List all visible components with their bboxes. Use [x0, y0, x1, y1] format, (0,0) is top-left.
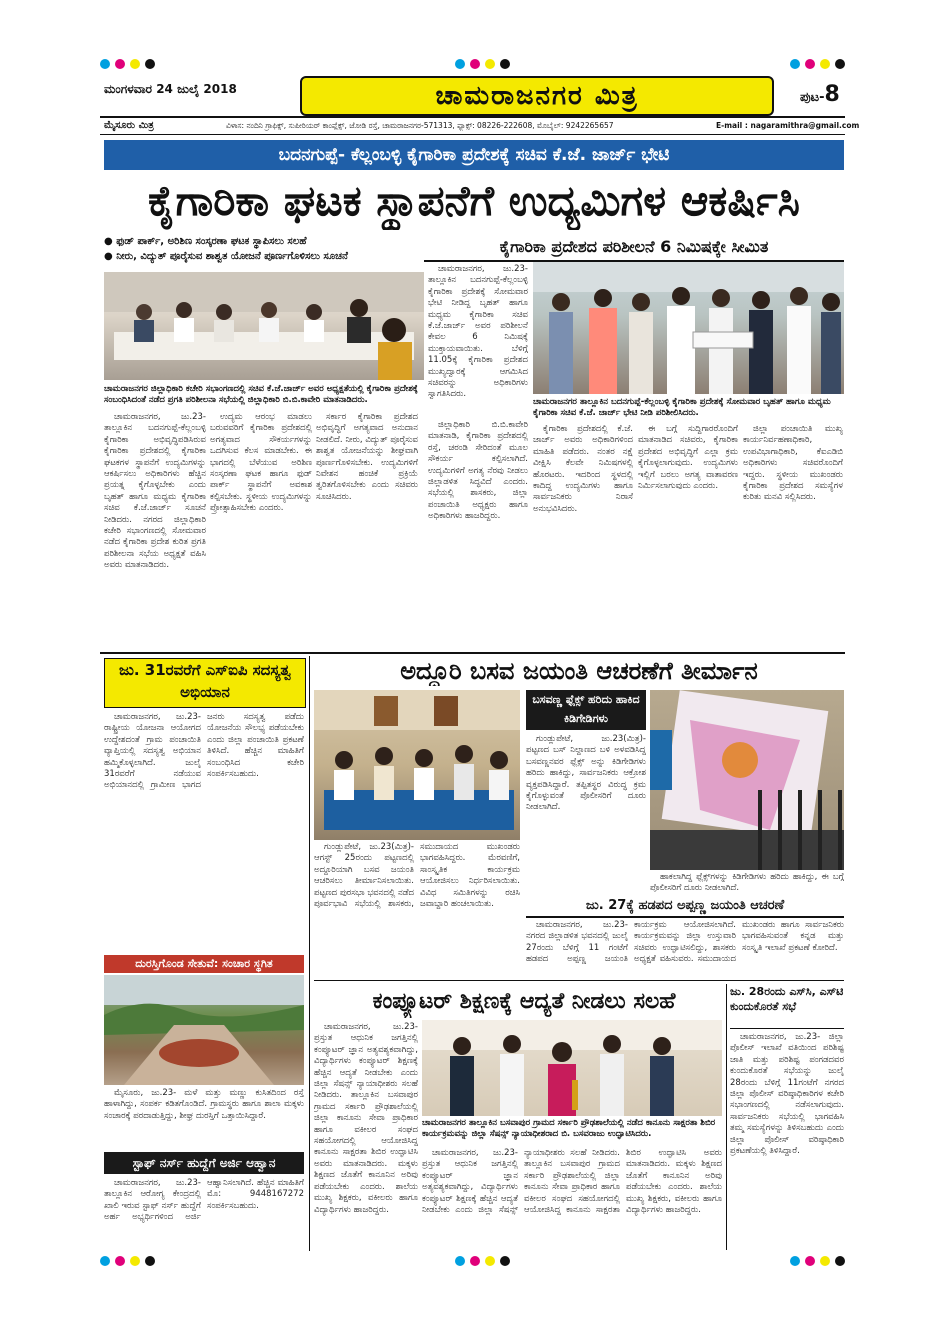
registration-marks-top-left [100, 59, 160, 69]
registration-marks-bottom-center [455, 1256, 515, 1266]
flex-headline: ಬಸವಣ್ಣ ಫ್ಲೆಕ್ಸ್ ಹರಿದು ಹಾಕಿದ ಕಿಡಿಗೇಡಿಗಳು [526, 690, 646, 730]
masthead: ಚಾಮರಾಜನಗರ ಮಿತ್ರ [300, 76, 774, 116]
site-photo-caption: ಚಾಮರಾಜನಗರ ತಾಲ್ಲೂಕಿನ ಬದನಗುಪ್ಪೆ-ಕೆಲ್ಲಂಬಳ್ಳಿ ಕೈಗಾರಿಕಾ ಪ್ರದೇಶಕ್ಕೆ ಸೋಮವಾರ ಬೃಹತ್ ಹಾಗೂ ಮಧ್ಯಮ ಕೈಗಾರಿಕಾ ಸಚಿವ ಕೆ.ಜೆ. ಜಾರ್ಜ್ ಭೇಟಿ ನೀಡಿ ಪರಿಶೀಲಿಸಿದರು. [533, 397, 831, 418]
torn-flex-scene [650, 690, 844, 870]
lead-column: ಚಾಮರಾಜನಗರ, ಜು.23-ತಾಲ್ಲೂಕಿನ ಬದನಗುಪ್ಪೆ-ಕೆಲ್ಲಂಬಳ್ಳಿ ಕೈಗಾರಿಕಾ ಅಭಿವೃದ್ಧಿಪಡಿಸಿರುವ ಕೈಗಾರಿಕಾ ಪ್ರದೇಶದಲ್ಲಿ ಕೈಗಾರಿಕಾ ಘಟಕಗಳ ಸ್ಥಾಪನೆಗೆ ಉದ್ಯಮಿಗಳನ್ನು ಆಕರ್ಷಿಸಲು ಅಧಿಕಾರಿಗಳು ಹೆಚ್ಚಿನ ಪ್ರಯತ್ನ ಕೈಗೊಳ್ಳಬೇಕು ಎಂದು ಬೃಹತ್ ಹಾಗೂ ಮಧ್ಯಮ ಕೈಗಾರಿಕಾ ಸಚಿವ ಕೆ.ಜೆ.ಜಾರ್ಜ್ ಸೂಚನೆ ನೀಡಿದರು. ನಗರದ ಜಿಲ್ಲಾಧಿಕಾರಿ ಕಚೇರಿ ಸಭಾಂಗಣದಲ್ಲಿ ಸೋಮವಾರ ನಡೆದ ಕೈಗಾರಿಕಾ ಪ್ರದೇಶ ಕುರಿತ ಪ್ರಗತಿ ಪರಿಶೀಲನಾ ಸಭೆಯ ಅಧ್ಯಕ್ಷತೆ ವಹಿಸಿ ಅವರು ಮಾತನಾಡಿದರು. [104, 412, 206, 571]
edition-label: ಮೈಸೂರು ಮಿತ್ರ [104, 120, 154, 131]
sub-headline: ಕೈಗಾರಿಕಾ ಪ್ರದೇಶದ ಪರಿಶೀಲನೆ 6 ನಿಮಿಷಕ್ಕೇ ಸೀಮಿತ [424, 234, 844, 262]
sip-headline: ಜು. 31ರವರೆಗೆ ಎಸ್‌ಐಪಿ ಸದಸ್ಯತ್ವ ಅಭಿಯಾನ [104, 658, 306, 708]
crowd-scene [533, 262, 844, 394]
basava-meeting-scene [314, 690, 520, 840]
sc-body: ಚಾಮರಾಜನಗರ, ಜು.23- ಜಿಲ್ಲಾ ಪೊಲೀಸ್ ಇಲಾಖೆ ವತಿಯಿಂದ ಪರಿಶಿಷ್ಟ ಜಾತಿ ಮತ್ತು ಪರಿಶಿಷ್ಟ ಪಂಗಡದವರ ಕುಂದುಕೊರತೆ ಸಭೆಯನ್ನು ಜುಲೈ 28ರಂದು ಬೆಳಿಗ್ಗೆ 11ಗಂಟೆಗೆ ನಗರದ ಜಿಲ್ಲಾ ಪೊಲೀಸ್ ವರಿಷ್ಠಾಧಿಕಾರಿಗಳ ಕಚೇರಿ ಸಭಾಂಗಣದಲ್ಲಿ ನಡೆಸಲಾಗುವುದು. ಸಾರ್ವಜನಿಕರು ಸಭೆಯಲ್ಲಿ ಭಾಗವಹಿಸಿ ತಮ್ಮ ಸಮಸ್ಯೆಗಳನ್ನು ತಿಳಿಸಬಹುದು ಎಂದು ಜಿಲ್ಲಾ ಪೊಲೀಸ್ ವರಿಷ್ಠಾಧಿಕಾರಿ ಪ್ರಕಟಣೆಯಲ್ಲಿ ತಿಳಿಸಿದ್ದಾರೆ. [730, 1032, 844, 1157]
computer-rule [314, 980, 844, 981]
nurse-body: ಚಾಮರಾಜನಗರ, ಜು.23- ತಾಲ್ಲೂಕಿನ ಆರೋಗ್ಯ ಕೇಂದ್ರದಲ್ಲಿ ಖಾಲಿ ಇರುವ ಸ್ಟಾಫ್ ನರ್ಸ್ ಹುದ್ದೆಗೆ ಅರ್ಹ ಅಭ್ಯರ್ಥಿಗಳಿಂದ ಅರ್ಜಿ ಆಹ್ವಾನಿಸಲಾಗಿದೆ. ಹೆಚ್ಚಿನ ಮಾಹಿತಿಗೆ ಮೊ: 9448167272 ಸಂಪರ್ಕಿಸಬಹುದು. [104, 1178, 304, 1223]
registration-marks-bottom-left [100, 1256, 160, 1266]
registration-marks-bottom-right [790, 1256, 850, 1266]
page-label-box [800, 82, 840, 107]
nurse-headline: ಸ್ಟಾಫ್ ನರ್ಸ್ ಹುದ್ದೆಗೆ ಅರ್ಜಿ ಆಹ್ವಾನ [104, 1152, 304, 1174]
adapada-body: ಚಾಮರಾಜನಗರ, ಜು.23- ನಗರದ ಜಿಲ್ಲಾಡಳಿತ ಭವನದಲ್ಲಿ ಜುಲೈ 27ರಂದು ಬೆಳಿಗ್ಗೆ 11 ಗಂಟೆಗೆ ಹಡಪದ ಅಪ್ಪಣ್ಣ ಜಯಂತಿ ಕಾರ್ಯಕ್ರಮ ಆಯೋಜಿಸಲಾಗಿದೆ. ಕಾರ್ಯಕ್ರಮವನ್ನು ಜಿಲ್ಲಾ ಉಸ್ತುವಾರಿ ಸಚಿವರು ಉದ್ಘಾಟಿಸಲಿದ್ದು, ಶಾಸಕರು ಅಧ್ಯಕ್ಷತೆ ವಹಿಸುವರು. ಸಮುದಾಯದ ಮುಖಂಡರು ಹಾಗೂ ಸಾರ್ವಜನಿಕರು ಭಾಗವಹಿಸುವಂತೆ ಕನ್ನಡ ಮತ್ತು ಸಂಸ್ಕೃತಿ ಇಲಾಖೆ ಪ್ರಕಟಣೆ ಕೋರಿದೆ. [526, 920, 844, 965]
lamp-lighting-scene [422, 1020, 722, 1116]
page-number: 8 [824, 82, 840, 107]
computer-event-photo [422, 1020, 722, 1116]
computer-headline: ಕಂಪ್ಯೂಟರ್ ಶಿಕ್ಷಣಕ್ಕೆ ಆದ್ಯತೆ ನೀಡಲು ಸಲಹೆ [372, 988, 676, 1014]
flex-body: ಗುಂಡ್ಲುಪೇಟೆ, ಜು.23(ಮಿತ್ರ)- ಪಟ್ಟಣದ ಬಸ್ ನಿಲ್ದಾಣದ ಬಳಿ ಅಳವಡಿಸಿದ್ದ ಬಸವಣ್ಣನವರ ಫ್ಲೆಕ್ಸ್ ಅನ್ನು ಕಿಡಿಗೇಡಿಗಳು ಹರಿದು ಹಾಕಿದ್ದು, ಸಾರ್ವಜನಿಕರು ಆಕ್ರೋಶ ವ್ಯಕ್ತಪಡಿಸಿದ್ದಾರೆ. ತಪ್ಪಿತಸ್ಥರ ವಿರುದ್ಧ ಕ್ರಮ ಕೈಗೊಳ್ಳುವಂತೆ ಪೊಲೀಸರಿಗೆ ದೂರು ನೀಡಲಾಗಿದೆ. [526, 734, 646, 813]
lead-bullet: ● ನೀರು, ವಿದ್ಯುತ್ ಪೂರೈಸುವ ಶಾಶ್ವತ ಯೋಜನೆ ಪೂರ್ಣಗೊಳಿಸಲು ಸೂಚನೆ [104, 251, 348, 262]
lead-column: ಸರ್ಕಾರ ಕೈಗಾರಿಕಾ ಪ್ರದೇಶದ ಅಭಿವೃದ್ಧಿಗೆ ಅಗತ್ಯವಾದ ಅನುದಾನ ನೀಡಲಿದೆ. ನೀರು, ವಿದ್ಯುತ್ ಪೂರೈಸುವ ಶಾಶ್ವತ ಯೋಜನೆಯನ್ನು ಶೀಘ್ರವಾಗಿ ಪೂರ್ಣಗೊಳಿಸಬೇಕು. ಉದ್ಯಮಿಗಳಿಗೆ ನಿವೇಶನ ಹಂಚಿಕೆ ಪ್ರಕ್ರಿಯೆ ತ್ವರಿತಗೊಳಿಸಬೇಕು ಎಂದು ಸಚಿವರು ಸೂಚಿಸಿದರು. [316, 412, 418, 502]
column-rule [309, 656, 310, 1251]
sip-body: ಚಾಮರಾಜನಗರ, ಜು.23-ರಾಷ್ಟ್ರೀಯ ಯೋಜನಾ ಆಯೋಗದ ಉದ್ದೇಶದಂತೆ ಗ್ರಾಮ ಪಂಚಾಯಿತಿ ವ್ಯಾಪ್ತಿಯಲ್ಲಿ ಸದಸ್ಯತ್ವ ಅಭಿಯಾನ ಹಮ್ಮಿಕೊಳ್ಳಲಾಗಿದೆ. ಜುಲೈ 31ರವರೆಗೆ ನಡೆಯುವ ಅಭಿಯಾನದಲ್ಲಿ ಗ್ರಾಮೀಣ ಭಾಗದ ಜನರು ಸದಸ್ಯತ್ವ ಪಡೆದು ಯೋಜನೆಯ ಸೌಲಭ್ಯ ಪಡೆಯಬೇಕು ಎಂದು ಜಿಲ್ಲಾ ಪಂಚಾಯಿತಿ ಪ್ರಕಟಣೆ ತಿಳಿಸಿದೆ. ಹೆಚ್ಚಿನ ಮಾಹಿತಿಗೆ ಸಂಬಂಧಿಸಿದ ಕಚೇರಿ ಸಂಪರ್ಕಿಸಬಹುದು. [104, 712, 304, 791]
header-rule-top [100, 116, 845, 118]
flex-caption: ಹಾಕಲಾಗಿದ್ದ ಫ್ಲೆಕ್ಸ್‌ಗಳನ್ನು ಕಿಡಿಗೇಡಿಗಳು ಹರಿದು ಹಾಕಿದ್ದು, ಈ ಬಗ್ಗೆ ಪೊಲೀಸರಿಗೆ ದೂರು ನೀಡಲಾಗಿದೆ. [650, 872, 844, 894]
page-label: ಪುಟ- [800, 90, 825, 105]
lead-column: ಉದ್ಯಮ ಆರಂಭ ಮಾಡಲು ಬರುವವರಿಗೆ ಕೈಗಾರಿಕಾ ಪ್ರದೇಶದಲ್ಲಿ ಅಗತ್ಯವಾದ ಸೌಕರ್ಯಗಳನ್ನು ಒದಗಿಸುವ ಕೆಲಸ ಮಾಡಬೇಕು. ಈ ಭಾಗದಲ್ಲಿ ಬೆಳೆಯುವ ಅರಿಶಿಣ ಸಂಸ್ಕರಣಾ ಘಟಕ ಹಾಗೂ ಫುಡ್ ಪಾರ್ಕ್ ಸ್ಥಾಪನೆಗೆ ಅವಕಾಶ ಕಲ್ಪಿಸಬೇಕು. ಸ್ಥಳೀಯ ಉದ್ಯಮಿಗಳನ್ನು ಪ್ರೋತ್ಸಾಹಿಸಬೇಕು ಎಂದರು. [210, 412, 312, 514]
basava-headline: ಅದ್ದೂರಿ ಬಸವ ಜಯಂತಿ ಆಚರಣೆಗೆ ತೀರ್ಮಾನ [400, 656, 758, 685]
lead-meeting-photo [104, 272, 424, 380]
computer-body-bottom: ಚಾಮರಾಜನಗರ, ಜು.23- ಪ್ರಸ್ತುತ ಆಧುನಿಕ ಜಗತ್ತಿನಲ್ಲಿ ಕಂಪ್ಯೂಟರ್ ಜ್ಞಾನ ಅತ್ಯವಶ್ಯಕವಾಗಿದ್ದು, ವಿದ್ಯಾರ್ಥಿಗಳು ಕಂಪ್ಯೂಟರ್ ಶಿಕ್ಷಣಕ್ಕೆ ಹೆಚ್ಚಿನ ಆದ್ಯತೆ ನೀಡಬೇಕು ಎಂದು ಜಿಲ್ಲಾ ಸೆಷನ್ಸ್ ನ್ಯಾಯಾಧೀಶರು ಸಲಹೆ ನೀಡಿದರು. ತಾಲ್ಲೂಕಿನ ಬಸವಾಪುರ ಗ್ರಾಮದ ಸರ್ಕಾರಿ ಪ್ರೌಢಶಾಲೆಯಲ್ಲಿ ಜಿಲ್ಲಾ ಕಾನೂನು ಸೇವಾ ಪ್ರಾಧಿಕಾರ ಹಾಗೂ ವಕೀಲರ ಸಂಘದ ಸಹಯೋಗದಲ್ಲಿ ಆಯೋಜಿಸಿದ್ದ ಕಾನೂನು ಸಾಕ್ಷರತಾ ಶಿಬಿರ ಉದ್ಘಾಟಿಸಿ ಅವರು ಮಾತನಾಡಿದರು. ಮಕ್ಕಳು ಶಿಕ್ಷಣದ ಜೊತೆಗೆ ಕಾನೂನಿನ ಅರಿವು ಪಡೆಯಬೇಕು ಎಂದರು. ಶಾಲೆಯ ಮುಖ್ಯ ಶಿಕ್ಷಕರು, ವಕೀಲರು ಹಾಗೂ ವಿದ್ಯಾರ್ಥಿಗಳು ಹಾಜರಿದ್ದರು. [422, 1148, 722, 1216]
sc-rule [726, 984, 727, 1250]
basava-body: ಗುಂಡ್ಲುಪೇಟೆ, ಜು.23(ಮಿತ್ರ)- ಆಗಸ್ಟ್ 25ರಂದು ಪಟ್ಟಣದಲ್ಲಿ ಅದ್ದೂರಿಯಾಗಿ ಬಸವ ಜಯಂತಿ ಆಚರಿಸಲು ತೀರ್ಮಾನಿಸಲಾಯಿತು. ಪಟ್ಟಣದ ಪುರಸಭಾ ಭವನದಲ್ಲಿ ನಡೆದ ಪೂರ್ವಭಾವಿ ಸಭೆಯಲ್ಲಿ ಶಾಸಕರು, ಸಮುದಾಯದ ಮುಖಂಡರು ಭಾಗವಹಿಸಿದ್ದರು. ಮೆರವಣಿಗೆ, ಸಾಂಸ್ಕೃತಿಕ ಕಾರ್ಯಕ್ರಮ ಆಯೋಜಿಸಲು ನಿರ್ಧರಿಸಲಾಯಿತು. ವಿವಿಧ ಸಮಿತಿಗಳನ್ನು ರಚಿಸಿ ಜವಾಬ್ದಾರಿ ಹಂಚಲಾಯಿತು. [314, 842, 520, 910]
issue-date: ಮಂಗಳವಾರ 24 ಜುಲೈ 2018 [104, 82, 237, 96]
computer-body-left: ಚಾಮರಾಜನಗರ, ಜು.23- ಪ್ರಸ್ತುತ ಆಧುನಿಕ ಜಗತ್ತಿನಲ್ಲಿ ಕಂಪ್ಯೂಟರ್ ಜ್ಞಾನ ಅತ್ಯವಶ್ಯಕವಾಗಿದ್ದು, ವಿದ್ಯಾರ್ಥಿಗಳು ಕಂಪ್ಯೂಟರ್ ಶಿಕ್ಷಣಕ್ಕೆ ಹೆಚ್ಚಿನ ಆದ್ಯತೆ ನೀಡಬೇಕು ಎಂದು ಜಿಲ್ಲಾ ಸೆಷನ್ಸ್ ನ್ಯಾಯಾಧೀಶರು ಸಲಹೆ ನೀಡಿದರು. ತಾಲ್ಲೂಕಿನ ಬಸವಾಪುರ ಗ್ರಾಮದ ಸರ್ಕಾರಿ ಪ್ರೌಢಶಾಲೆಯಲ್ಲಿ ಜಿಲ್ಲಾ ಕಾನೂನು ಸೇವಾ ಪ್ರಾಧಿಕಾರ ಹಾಗೂ ವಕೀಲರ ಸಂಘದ ಸಹಯೋಗದಲ್ಲಿ ಆಯೋಜಿಸಿದ್ದ ಕಾನೂನು ಸಾಕ್ಷರತಾ ಶಿಬಿರ ಉದ್ಘಾಟಿಸಿ ಅವರು ಮಾತನಾಡಿದರು. ಮಕ್ಕಳು ಶಿಕ್ಷಣದ ಜೊತೆಗೆ ಕಾನೂನಿನ ಅರಿವು ಪಡೆಯಬೇಕು ಎಂದರು. ಶಾಲೆಯ ಮುಖ್ಯ ಶಿಕ್ಷಕರು, ವಕೀಲರು ಹಾಗೂ ವಿದ್ಯಾರ್ಥಿಗಳು ಹಾಜರಿದ್ದರು. [314, 1022, 418, 1215]
sub-column: ಈ ಬಗ್ಗೆ ಸುದ್ದಿಗಾರರೊಂದಿಗೆ ಮಾತನಾಡಿದ ಸಚಿವರು, ಕೈಗಾರಿಕಾ ಪ್ರದೇಶದ ಅಭಿವೃದ್ಧಿಗೆ ಎಲ್ಲಾ ಕ್ರಮ ಕೈಗೊಳ್ಳಲಾಗುವುದು. ಉದ್ಯಮಿಗಳು ಇಲ್ಲಿಗೆ ಬರಲು ಅಗತ್ಯ ವಾತಾವರಣ ನಿರ್ಮಿಸಲಾಗುವುದು ಎಂದರು. [638, 424, 738, 492]
basava-meeting-photo [314, 690, 520, 840]
registration-marks-top-center [455, 59, 515, 69]
sc-headline: ಜು. 28ರಂದು ಎಸ್‌ಸಿ, ಎಸ್‌ಟಿ ಕುಂದುಕೊರತೆ ಸಭೆ [730, 984, 844, 1029]
flex-photo [650, 690, 844, 870]
lead-bullets [104, 236, 424, 262]
site-visit-photo [533, 262, 844, 394]
lead-headline: ಕೈಗಾರಿಕಾ ಘಟಕ ಸ್ಥಾಪನೆಗೆ ಉದ್ಯಮಿಗಳ ಆಕರ್ಷಿಸಿ [148, 176, 800, 225]
address-line: ವಿಳಾಸ: ನಂದಿನಿ ಗ್ರಾಫಿಕ್ಸ್, ಸುಪೀರಿಯರ್ ಕಾಂಪ್ಲೆಕ್ಸ್, ಜೋಡಿ ರಸ್ತೆ, ಚಾಮರಾಜನಗರ-571313, ಫ್ಯಾಕ್ಸ್: 08226-222608, ಮೊಬೈಲ್: 9242265657 [226, 121, 614, 130]
sub-column: ಚಾಮರಾಜನಗರ, ಜು.23-ತಾಲ್ಲೂಕಿನ ಬದನಗುಪ್ಪೆ-ಕೆಲ್ಲಂಬಳ್ಳಿ ಕೈಗಾರಿಕಾ ಪ್ರದೇಶಕ್ಕೆ ಸೋಮವಾರ ಭೇಟಿ ನೀಡಿದ್ದ ಬೃಹತ್ ಹಾಗೂ ಮಧ್ಯಮ ಕೈಗಾರಿಕಾ ಸಚಿವ ಕೆ.ಜೆ.ಜಾರ್ಜ್ ಅವರ ಪರಿಶೀಲನೆ ಕೇವಲ 6 ನಿಮಿಷಕ್ಕೆ ಮುಕ್ತಾಯವಾಯಿತು. ಬೆಳಿಗ್ಗೆ 11.05ಕ್ಕೆ ಕೈಗಾರಿಕಾ ಪ್ರದೇಶದ ಮುಖ್ಯದ್ವಾರಕ್ಕೆ ಆಗಮಿಸಿದ ಸಚಿವರನ್ನು ಅಧಿಕಾರಿಗಳು ಸ್ವಾಗತಿಸಿದರು. [428, 264, 528, 400]
header-rule-bottom [100, 134, 845, 135]
email-line: E-mail : nagaramithra@gmail.com [716, 121, 860, 130]
road-photo [104, 975, 304, 1085]
section-rule [100, 652, 845, 654]
adapada-headline: ಜು. 27ಕ್ಕೆ ಹಡಪದ ಅಪ್ಪಣ್ಣ ಜಯಂತಿ ಆಚರಣೆ [526, 896, 844, 918]
sub-column: ಜಿಲ್ಲಾಧಿಕಾರಿ ಬಿ.ಬಿ.ಕಾವೇರಿ ಮಾತನಾಡಿ, ಕೈಗಾರಿಕಾ ಪ್ರದೇಶದಲ್ಲಿ ರಸ್ತೆ, ಚರಂಡಿ ಸೇರಿದಂತೆ ಮೂಲ ಸೌಕರ್ಯ ಕಲ್ಪಿಸಲಾಗಿದೆ. ಉದ್ಯಮಿಗಳಿಗೆ ಅಗತ್ಯ ನೆರವು ನೀಡಲು ಜಿಲ್ಲಾಡಳಿತ ಸಿದ್ಧವಿದೆ ಎಂದರು. ಸಭೆಯಲ್ಲಿ ಶಾಸಕರು, ಜಿಲ್ಲಾ ಪಂಚಾಯಿತಿ ಅಧ್ಯಕ್ಷರು ಹಾಗೂ ಅಧಿಕಾರಿಗಳು ಹಾಜರಿದ್ದರು. [428, 420, 528, 522]
road-scene [104, 975, 304, 1085]
meeting-scene [104, 272, 424, 380]
lead-photo-caption: ಚಾಮರಾಜನಗರ ಜಿಲ್ಲಾಧಿಕಾರಿ ಕಚೇರಿ ಸಭಾಂಗಣದಲ್ಲಿ ಸಚಿವ ಕೆ.ಜೆ.ಜಾರ್ಜ್ ಅವರ ಅಧ್ಯಕ್ಷತೆಯಲ್ಲಿ ಕೈಗಾರಿಕಾ ಪ್ರದೇಶಕ್ಕೆ ಸಂಬಂಧಿಸಿದಂತೆ ನಡೆದ ಪ್ರಗತಿ ಪರಿಶೀಲನಾ ಸಭೆಯಲ್ಲಿ ಜಿಲ್ಲಾಧಿಕಾರಿ ಬಿ.ಬಿ.ಕಾವೇರಿ ಮಾತನಾಡಿದರು. [104, 384, 418, 405]
sub-column: ಜಿಲ್ಲಾ ಪಂಚಾಯಿತಿ ಮುಖ್ಯ ಕಾರ್ಯನಿರ್ವಹಣಾಧಿಕಾರಿ, ಉಪವಿಭಾಗಾಧಿಕಾರಿ, ಕೆಐಎಡಿಬಿ ಅಧಿಕಾರಿಗಳು ಸಚಿವರೊಂದಿಗೆ ಇದ್ದರು. ಸ್ಥಳೀಯ ಮುಖಂಡರು ಕೈಗಾರಿಕಾ ಪ್ರದೇಶದ ಸಮಸ್ಯೆಗಳ ಕುರಿತು ಮನವಿ ಸಲ್ಲಿಸಿದರು. [743, 424, 843, 503]
lead-bullet: ● ಫುಡ್ ಪಾರ್ಕ್, ಅರಿಶಿಣ ಸಂಸ್ಕರಣಾ ಘಟಕ ಸ್ಥಾಪಿಸಲು ಸಲಹೆ [104, 236, 307, 247]
lead-kicker: ಬದನಗುಪ್ಪೆ- ಕೆಲ್ಲಂಬಳ್ಳಿ ಕೈಗಾರಿಕಾ ಪ್ರದೇಶಕ್ಕೆ ಸಚಿವ ಕೆ.ಜೆ. ಜಾರ್ಜ್ ಭೇಟಿ [104, 140, 844, 170]
road-headline: ದುರಸ್ತಿಗೊಂಡ ಸೇತುವೆ: ಸಂಚಾರ ಸ್ಥಗಿತ [104, 955, 304, 973]
sub-column: ಕೈಗಾರಿಕಾ ಪ್ರದೇಶದಲ್ಲಿ ಕೆ.ಜೆ. ಜಾರ್ಜ್ ಅವರು ಅಧಿಕಾರಿಗಳಿಂದ ಮಾಹಿತಿ ಪಡೆದರು. ನಂತರ ನಕ್ಷೆ ವೀಕ್ಷಿಸಿ ಕೆಲವೇ ನಿಮಿಷಗಳಲ್ಲಿ ಹೊರಟರು. ಇದರಿಂದ ಸ್ಥಳದಲ್ಲಿ ಕಾದಿದ್ದ ಉದ್ಯಮಿಗಳು ಹಾಗೂ ಸಾರ್ವಜನಿಕರು ನಿರಾಸೆ ಅನುಭವಿಸಿದರು. [533, 424, 633, 514]
registration-marks-top-right [790, 59, 850, 69]
road-body: ಮೈಸೂರು, ಜು.23- ಮಳೆ ಮತ್ತು ಮಣ್ಣು ಕುಸಿತದಿಂದ ರಸ್ತೆ ಹಾಳಾಗಿದ್ದು, ಸಂಪರ್ಕ ಕಡಿತಗೊಂಡಿದೆ. ಗ್ರಾಮಸ್ಥರು ಹಾಗೂ ಶಾಲಾ ಮಕ್ಕಳು ಸಂಚಾರಕ್ಕೆ ಪರದಾಡುತ್ತಿದ್ದು, ಶೀಘ್ರ ದುರಸ್ತಿಗೆ ಒತ್ತಾಯಿಸಿದ್ದಾರೆ. [104, 1088, 304, 1121]
computer-photo-caption: ಚಾಮರಾಜನಗರ ತಾಲ್ಲೂಕಿನ ಬಸವಾಪುರ ಗ್ರಾಮದ ಸರ್ಕಾರಿ ಪ್ರೌಢಶಾಲೆಯಲ್ಲಿ ನಡೆದ ಕಾನೂನು ಸಾಕ್ಷರತಾ ಶಿಬಿರ ಕಾರ್ಯಕ್ರಮವನ್ನು ಜಿಲ್ಲಾ ಸೆಷನ್ಸ್ ನ್ಯಾಯಾಧೀಶರಾದ ಬಿ. ಬಸವರಾಜು ಉದ್ಘಾಟಿಸಿದರು. [422, 1118, 716, 1139]
